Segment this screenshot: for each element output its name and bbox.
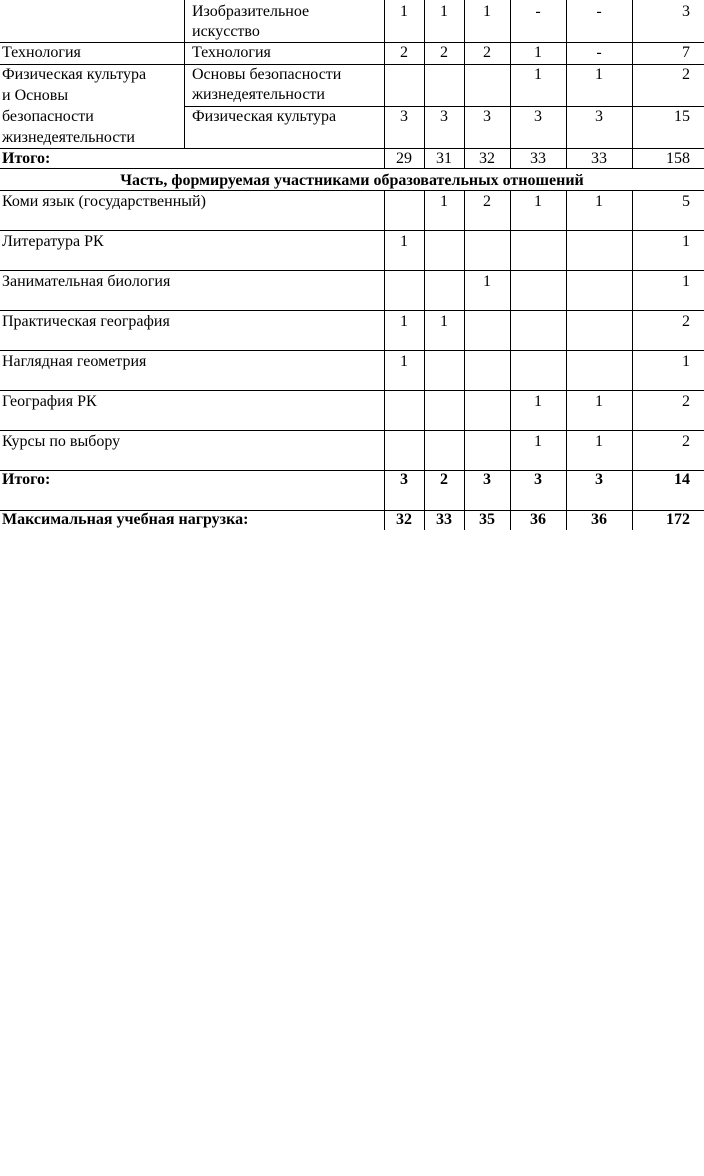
top-row-value-cell: 1 bbox=[534, 44, 542, 61]
curriculum-table bbox=[0, 0, 704, 530]
column-divider bbox=[384, 190, 385, 530]
part-row-value-cell: 1 bbox=[595, 393, 603, 410]
column-divider bbox=[632, 190, 633, 530]
max-load-row-total-cell: 172 bbox=[666, 511, 690, 528]
part-row-value-cell: 1 bbox=[534, 393, 542, 410]
column-divider bbox=[424, 190, 425, 530]
part-row-value-cell: 1 bbox=[534, 433, 542, 450]
itogo-row-value-cell: 3 bbox=[400, 471, 408, 488]
part-row-total-cell: 1 bbox=[682, 233, 690, 250]
top-row-value-cell: 1 bbox=[400, 3, 408, 20]
part-subject-cell: Наглядная геометрия bbox=[2, 353, 147, 370]
subject-name-cell: Технология bbox=[192, 44, 271, 61]
top-row-value-cell: 2 bbox=[440, 44, 448, 61]
column-divider bbox=[184, 0, 185, 148]
column-divider bbox=[566, 0, 567, 168]
subject-name-cell: Изобразительное bbox=[192, 3, 310, 20]
column-divider bbox=[464, 0, 465, 168]
part-row-value-cell: 1 bbox=[440, 313, 448, 330]
part-row-value-cell: 1 bbox=[400, 313, 408, 330]
part-row-total-cell: 5 bbox=[682, 193, 690, 210]
top-row-value-cell: 2 bbox=[400, 44, 408, 61]
row-divider bbox=[0, 42, 184, 43]
subject-name-cell: Физическая культура bbox=[192, 108, 337, 125]
part-subject-cell: Занимательная биология bbox=[2, 273, 171, 290]
part-row-value-cell: 2 bbox=[483, 193, 491, 210]
row-divider bbox=[0, 350, 704, 351]
subject-name-cell: искусство bbox=[192, 23, 260, 40]
part-subject-cell: Курсы по выбору bbox=[2, 433, 121, 450]
row-divider bbox=[0, 148, 704, 149]
part-subject-cell: Практическая география bbox=[2, 313, 170, 330]
top-row-value-cell: 3 bbox=[534, 108, 542, 125]
top-row-value-cell: 1 bbox=[595, 66, 603, 83]
part-row-value-cell: 1 bbox=[534, 193, 542, 210]
part-row-value-cell: 1 bbox=[483, 273, 491, 290]
itogo-row-value-cell: 32 bbox=[479, 150, 495, 167]
top-row-total-cell: 7 bbox=[682, 44, 690, 61]
itogo-row-value-cell: 2 bbox=[440, 471, 448, 488]
itogo-row-total-cell: 158 bbox=[666, 150, 690, 167]
top-row-value-cell: 3 bbox=[440, 108, 448, 125]
subject-name-cell: жизнедеятельности bbox=[192, 86, 325, 103]
column-divider bbox=[632, 0, 633, 168]
part-subject-cell: Коми язык (государственный) bbox=[2, 193, 206, 210]
top-row-value-cell: 1 bbox=[534, 66, 542, 83]
top-row-value-cell: 2 bbox=[483, 44, 491, 61]
top-row-value-cell: 1 bbox=[483, 3, 491, 20]
part-row-total-cell: 1 bbox=[682, 273, 690, 290]
subject-area-cell: и Основы bbox=[2, 87, 69, 104]
part-row-total-cell: 1 bbox=[682, 353, 690, 370]
row-divider bbox=[0, 230, 704, 231]
subject-area-cell: Технология bbox=[2, 44, 81, 61]
part-row-value-cell: 1 bbox=[595, 433, 603, 450]
itogo-row-value-cell: 29 bbox=[396, 150, 412, 167]
part-row-value-cell: 1 bbox=[400, 233, 408, 250]
top-row-total-cell: 2 bbox=[682, 66, 690, 83]
max-load-row-value-cell: 35 bbox=[479, 511, 495, 528]
top-row-value-cell: 3 bbox=[595, 108, 603, 125]
column-divider bbox=[510, 190, 511, 530]
row-divider bbox=[0, 310, 704, 311]
part-row-value-cell: 1 bbox=[595, 193, 603, 210]
max-load-label: Максимальная учебная нагрузка: bbox=[2, 511, 249, 528]
part-row-total-cell: 2 bbox=[682, 393, 690, 410]
max-load-row-value-cell: 33 bbox=[436, 511, 452, 528]
total-label: Итого: bbox=[2, 471, 51, 488]
row-divider bbox=[0, 190, 704, 191]
row-divider bbox=[184, 42, 704, 43]
subject-area-cell: безопасности bbox=[2, 108, 94, 125]
top-row-value-cell: 1 bbox=[440, 3, 448, 20]
part-row-total-cell: 2 bbox=[682, 433, 690, 450]
top-row-value-cell: 3 bbox=[400, 108, 408, 125]
itogo-row-value-cell: 3 bbox=[595, 471, 603, 488]
subject-area-cell: Физическая культура bbox=[2, 66, 147, 83]
max-load-row-value-cell: 36 bbox=[591, 511, 607, 528]
column-divider bbox=[510, 0, 511, 168]
max-load-row-value-cell: 32 bbox=[396, 511, 412, 528]
itogo-row-value-cell: 3 bbox=[534, 471, 542, 488]
column-divider bbox=[566, 190, 567, 530]
section-heading: Часть, формируемая участниками образовательных отношений bbox=[120, 172, 584, 189]
itogo-row-total-cell: 14 bbox=[674, 471, 690, 488]
row-divider bbox=[184, 106, 704, 107]
itogo-row-value-cell: 33 bbox=[591, 150, 607, 167]
row-divider bbox=[0, 270, 704, 271]
total-label: Итого: bbox=[2, 150, 51, 167]
row-divider bbox=[0, 510, 704, 511]
part-subject-cell: География РК bbox=[2, 393, 97, 410]
row-divider bbox=[0, 64, 704, 65]
column-divider bbox=[424, 0, 425, 168]
subject-name-cell: Основы безопасности bbox=[192, 66, 342, 83]
row-divider bbox=[0, 470, 704, 471]
top-row-value-cell: - bbox=[596, 44, 602, 61]
itogo-row-value-cell: 31 bbox=[436, 150, 452, 167]
part-row-total-cell: 2 bbox=[682, 313, 690, 330]
row-divider bbox=[0, 168, 704, 169]
itogo-row-value-cell: 33 bbox=[530, 150, 546, 167]
row-divider bbox=[0, 390, 704, 391]
top-row-total-cell: 15 bbox=[674, 108, 690, 125]
top-row-value-cell: 3 bbox=[483, 108, 491, 125]
row-divider bbox=[0, 430, 704, 431]
column-divider bbox=[384, 0, 385, 168]
part-row-value-cell: 1 bbox=[440, 193, 448, 210]
column-divider bbox=[464, 190, 465, 530]
top-row-value-cell: - bbox=[535, 3, 541, 20]
part-row-value-cell: 1 bbox=[400, 353, 408, 370]
itogo-row-value-cell: 3 bbox=[483, 471, 491, 488]
top-row-value-cell: - bbox=[596, 3, 602, 20]
part-subject-cell: Литература РК bbox=[2, 233, 104, 250]
subject-area-cell: жизнедеятельности bbox=[2, 129, 135, 146]
max-load-row-value-cell: 36 bbox=[530, 511, 546, 528]
top-row-total-cell: 3 bbox=[682, 3, 690, 20]
